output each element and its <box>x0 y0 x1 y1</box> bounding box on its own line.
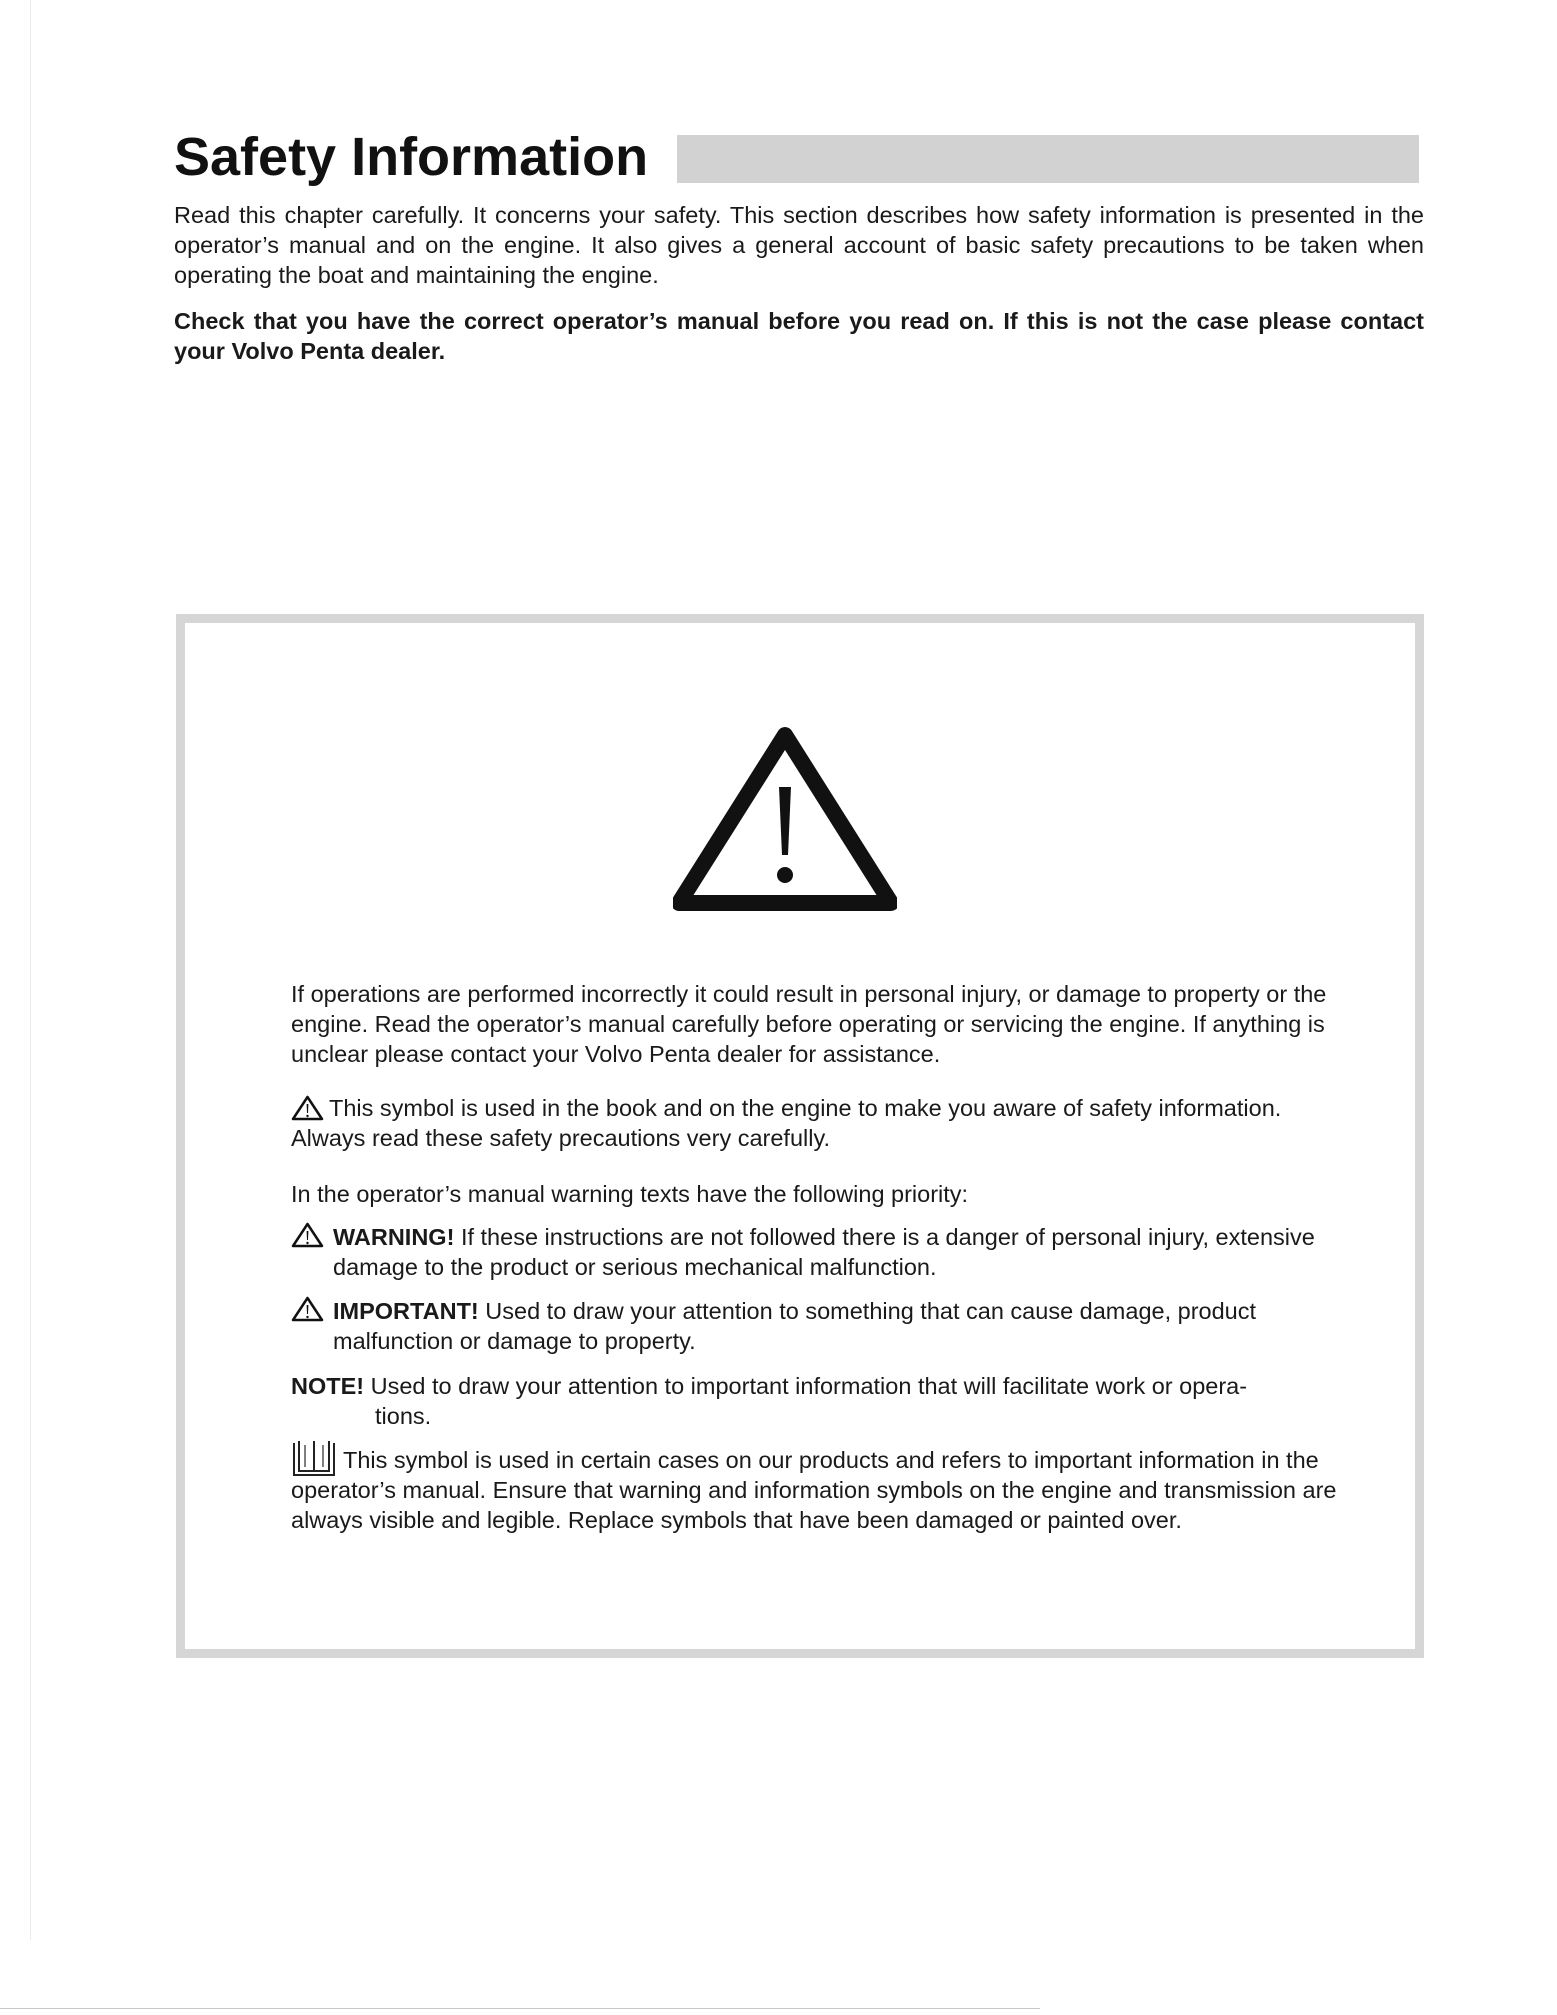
manual-book-icon <box>291 1437 337 1479</box>
book-symbol-paragraph <box>291 1445 1351 1535</box>
warning-body <box>291 1222 1351 1282</box>
note-label: NOTE! <box>291 1373 365 1399</box>
title-row <box>174 122 1422 192</box>
title-decoration-bar <box>677 135 1419 183</box>
note-text-line-2: tions. <box>375 1403 432 1429</box>
page-bottom-edge <box>0 2008 1040 2009</box>
important-body <box>291 1296 1351 1356</box>
important-small-icon <box>291 1296 324 1322</box>
warning-label: WARNING! <box>333 1224 455 1250</box>
note-paragraph <box>291 1371 1351 1431</box>
page-edge-line <box>30 0 31 1940</box>
important-label: IMPORTANT! <box>333 1298 479 1324</box>
intro-bold-paragraph: Check that you have the correct operator’s manual before you read on. If this is not the case please contact your Volvo Penta dealer. <box>174 308 1424 364</box>
caution-paragraph: If operations are performed incorrectly it could result in personal injury, or damage to property or the engine. Read the operator’s manual carefully before operating or servicing the engine. If anything is unclear please contact your Volvo Penta dealer for assistance. <box>291 981 1327 1067</box>
small-warning-icon <box>291 1095 324 1121</box>
note-text-line-1: Used to draw your attention to important information that will facilitate work or opera- <box>370 1373 1248 1399</box>
book-symbol-text: This symbol is used in certain cases on our products and refers to important information in the operator’s manual. Ensure that warning and information symbols on the engine and transmission are always visible and legible. Replace symbols that have been damaged or painted over. <box>291 1447 1337 1533</box>
intro-paragraph: Read this chapter carefully. It concerns your safety. This section describes how safety information is presented in the operator’s manual and on the engine. It also gives a general account of basic safety precautions to be taken when operating the boat and maintaining the engine. <box>174 202 1424 288</box>
safety-info-box <box>176 614 1424 1658</box>
warning-paragraph <box>291 1222 1351 1282</box>
important-paragraph <box>291 1296 1351 1356</box>
warning-text: If these instructions are not followed there is a danger of personal injury, extensive damage to the product or serious mechanical malfunction. <box>333 1224 1315 1280</box>
symbol-note-paragraph <box>291 1093 1351 1153</box>
important-text: Used to draw your attention to something that can cause damage, product malfunction or damage to property. <box>333 1298 1257 1354</box>
warning-triangle-icon <box>673 725 897 911</box>
symbol-note-text: This symbol is used in the book and on the engine to make you aware of safety information. Always read these safety precautions very carefully. <box>291 1095 1282 1151</box>
priority-intro: In the operator’s manual warning texts have the following priority: <box>291 1181 969 1207</box>
warning-small-icon <box>291 1222 324 1248</box>
page-title: Safety Information <box>174 127 649 187</box>
